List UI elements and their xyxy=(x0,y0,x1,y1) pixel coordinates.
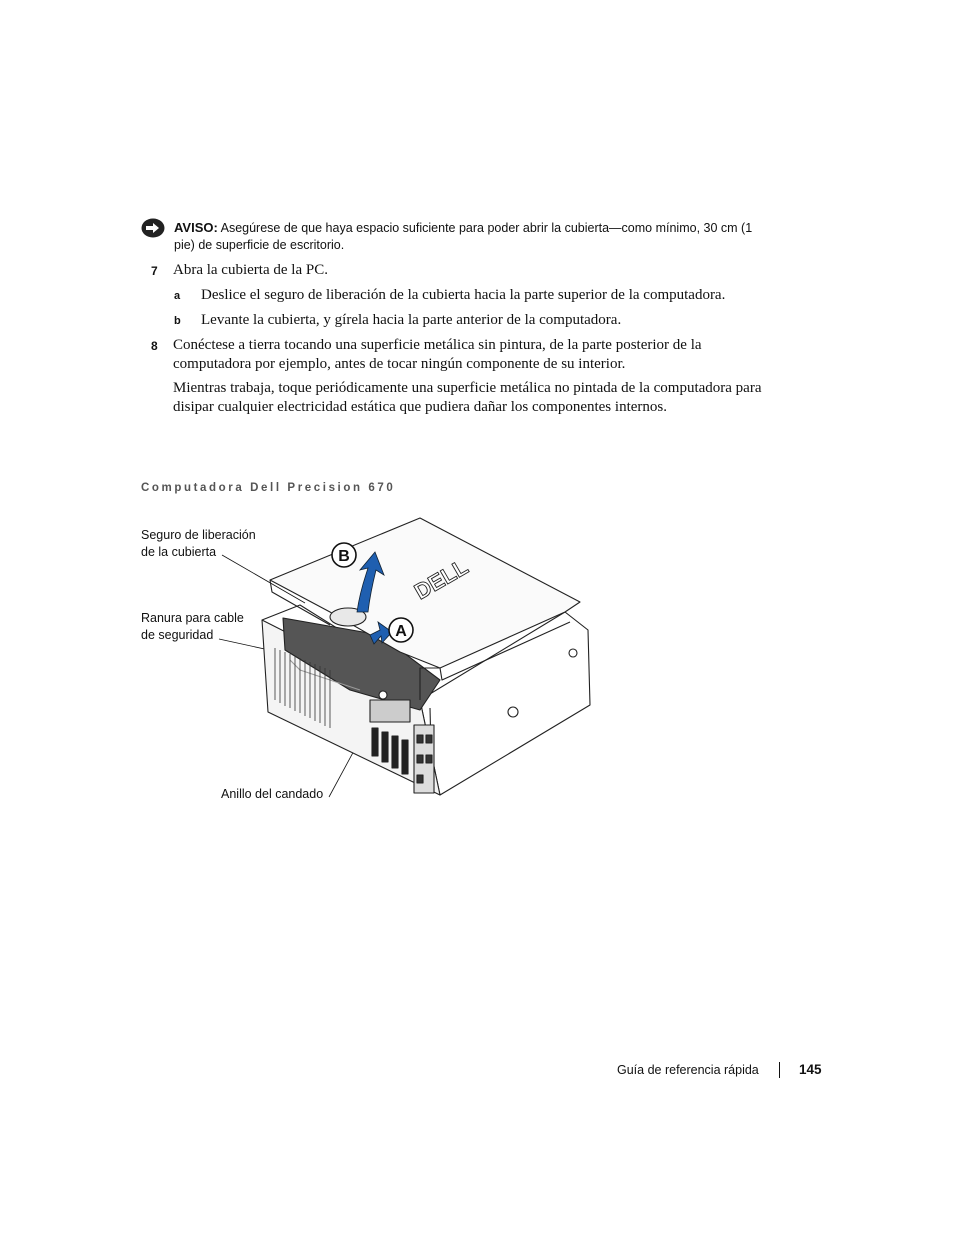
marker-a: A xyxy=(395,623,407,640)
substep-letter: b xyxy=(174,315,181,327)
footer-title: Guía de referencia rápida xyxy=(617,1063,759,1077)
step-text: Conéctese a tierra tocando una superficie metálica sin pintura, de la parte posterior de la computadora por ejemplo, antes de tocar ningún componente de su interior. xyxy=(173,337,702,372)
notice-text xyxy=(174,219,774,254)
dell-logo: DELL xyxy=(410,553,473,605)
callout-padlock-ring: Anillo del candado xyxy=(221,787,324,801)
callout-release-latch: Seguro de liberación de la cubierta xyxy=(141,528,256,559)
callout-cable-slot: Ranura para cable de seguridad xyxy=(141,611,244,642)
footer-separator xyxy=(779,1062,780,1078)
substep-letter: a xyxy=(174,290,181,302)
step-text: Abra la cubierta de la PC. xyxy=(173,262,328,278)
substep-text: Levante la cubierta, y gírela hacia la parte anterior de la computadora. xyxy=(201,312,622,328)
notice-label: AVISO: xyxy=(174,220,218,235)
computer-illustration xyxy=(255,508,600,808)
notice-arrow-icon xyxy=(141,218,165,238)
substep-text: Deslice el seguro de liberación de la cubierta hacia la parte superior de la computadora. xyxy=(201,287,726,303)
step-paragraph: Mientras trabaja, toque periódicamente una superficie metálica no pintada de la computadora para disipar cualquier electricidad estática que pudiera dañar los componentes internos. xyxy=(173,380,762,415)
notice-body: Asegúrese de que haya espacio suficiente para poder abrir la cubierta—como mínimo, 30 cm (1 pie) de superficie de escritorio. xyxy=(174,221,753,252)
page-number: 145 xyxy=(799,1062,822,1077)
marker-b: B xyxy=(338,548,350,565)
step-number: 7 xyxy=(151,264,158,278)
figure-caption: Computadora Dell Precision 670 xyxy=(141,482,396,494)
step-number: 8 xyxy=(151,339,158,353)
